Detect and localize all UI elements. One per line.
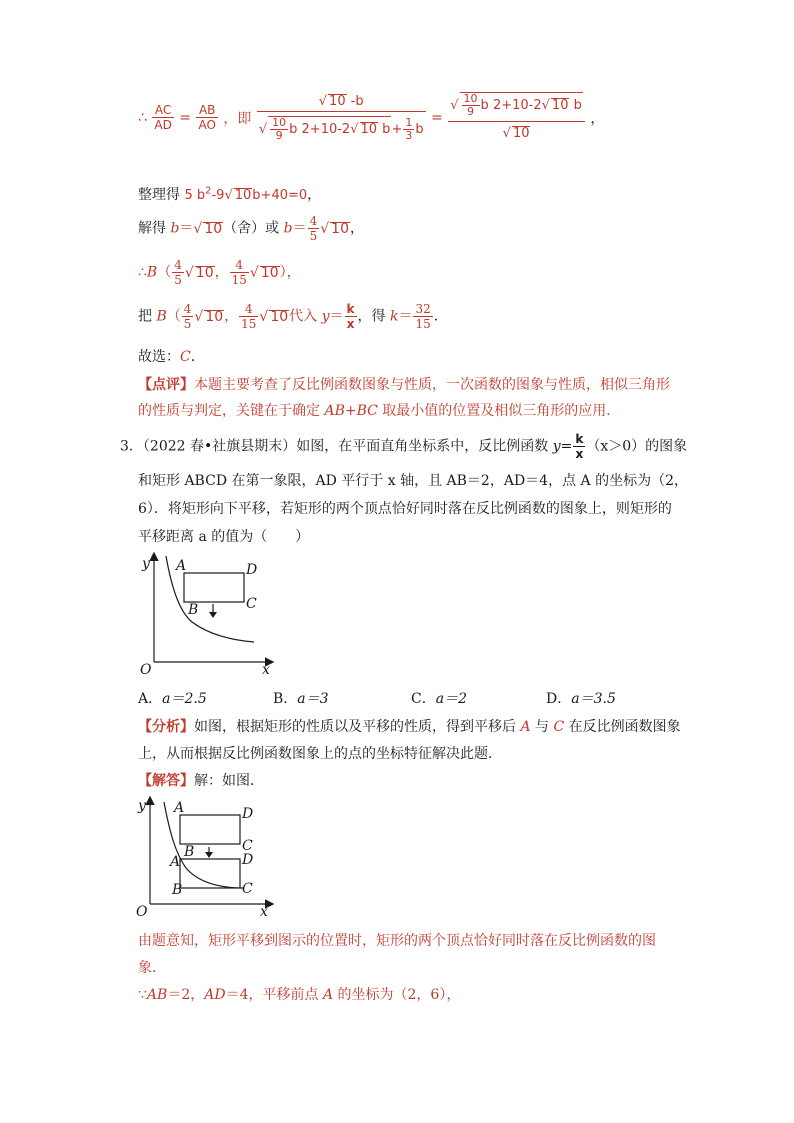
question-3-line-3: 6）．将矩形向下平移，若矩形的两个顶点恰好同时落在反比例函数的图象上，则矩形的 — [138, 501, 672, 517]
origin-label: O — [140, 662, 152, 678]
solution-line-1: 由题意知，矩形平移到图示的位置时，矩形的两个顶点恰好同时落在反比例函数的图 — [138, 933, 656, 949]
point-a-label: A — [176, 558, 187, 574]
comment-line-2: 的性质与判定，关键在于确定 AB+BC 取最小值的位置及相似三角形的应用． — [138, 403, 621, 419]
y-axis-label: y — [142, 556, 150, 572]
point-b-label: B — [184, 844, 195, 860]
analysis-tag: 【分析】 — [138, 719, 194, 735]
big-fraction-right: √ $\frac{10}{9}$ b 2+10-2√ 10 b √ 10 — [448, 92, 585, 143]
point-d-label: D — [246, 562, 258, 578]
therefore-symbol: ∴ — [138, 109, 147, 126]
option-c[interactable]: C．a＝2 — [411, 691, 467, 707]
x-axis-label: x — [260, 904, 268, 920]
question-3-line-4: 平移距离 a 的值为（ ） — [138, 529, 310, 545]
option-b[interactable]: B．a＝3 — [273, 691, 329, 707]
point-c-label: C — [246, 596, 257, 612]
point-b-label: B — [188, 602, 199, 618]
answer-figure — [130, 794, 280, 924]
question-3-line-1: 3．（2022 春•社旗县期末）如图，在平面直角坐标系中，反比例函数 y= $\frac{k}{x}$ （x＞0）的图象 — [120, 432, 688, 461]
point-a-prime-label: A — [170, 854, 181, 870]
equation-line-1: ∴ $\frac{AC}{AD}$ = $\frac{AB}{AO}$ ，即 √ 10 -b √ $\frac{10}{9}$ b 2+10-2√ 10 b+ $\frac{1}{3}$ b = √ $\frac{10}{9}$ b 2+10-2√ 10 b √ 10 ， — [138, 92, 605, 142]
option-d[interactable]: D．a＝3.5 — [546, 691, 616, 707]
rectangle-original — [180, 815, 240, 844]
choice-line: 故选：C． — [138, 349, 205, 365]
point-a-label: A — [174, 800, 185, 816]
y-axis-label: y — [138, 798, 146, 814]
answer-line: 【解答】解：如图． — [138, 773, 264, 789]
big-fraction-left: √ 10 -b √ $\frac{10}{9}$ b 2+10-2√ 10 b+ $\frac{1}{3}$ b — [258, 94, 424, 142]
origin-label: O — [136, 904, 148, 920]
equation-line-4: ∴B（ $\frac{4}{5}$ √ 10， $\frac{4}{15}$ √ 10）， — [138, 258, 301, 287]
option-a[interactable]: A．a＝2.5 — [138, 691, 207, 707]
solution-line-3: ∵AB＝2，AD＝4，平移前点 A 的坐标为（2，6）， — [138, 987, 461, 1003]
point-c-label: C — [242, 838, 253, 854]
point-d-label: D — [242, 806, 254, 822]
point-b-prime-label: B — [172, 882, 183, 898]
point-c-prime-label: C — [242, 881, 253, 897]
fraction-ac-ad: $\frac{AC}{AD}$ — [154, 103, 172, 132]
question-figure — [130, 550, 280, 680]
solution-line-2: 象． — [138, 960, 166, 976]
equation-line-2: 整理得 5 $b^2-9√$ 10b+40=0， — [138, 185, 322, 203]
point-d-prime-label: D — [242, 852, 254, 868]
answer-tag: 【解答】 — [138, 773, 194, 789]
rectangle-abcd — [184, 573, 244, 602]
analysis-line-1: 【分析】如图，根据矩形的性质以及平移的性质，得到平移后 A 与 C 在反比例函数图象 — [138, 719, 681, 735]
fraction-ab-ao: $\frac{AB}{AO}$ — [198, 103, 216, 132]
comment-line-1: 【点评】本题主要考查了反比例函数图象与性质，一次函数的图象与性质，相似三角形 — [138, 377, 670, 393]
comment-tag: 【点评】 — [138, 377, 194, 393]
x-axis-label: x — [262, 662, 270, 678]
analysis-line-2: 上，从而根据反比例函数图象上的点的坐标特征解决此题． — [138, 746, 502, 762]
equation-line-3: 解得 b＝√ 10（舍）或 b＝ $\frac{4}{5}$ √ 10， — [138, 214, 364, 243]
equation-line-5: 把 B（ $\frac{4}{5}$ √ 10， $\frac{4}{15}$ √ 10代入 y＝ $\frac{k}{x}$ ，得 k＝ $\frac{32}{15}$ ． — [138, 302, 448, 331]
question-3-line-2: 和矩形 ABCD 在第一象限，AD 平行于 x 轴，且 AB＝2，AD＝4，点 A 的坐标为（2， — [138, 473, 688, 489]
